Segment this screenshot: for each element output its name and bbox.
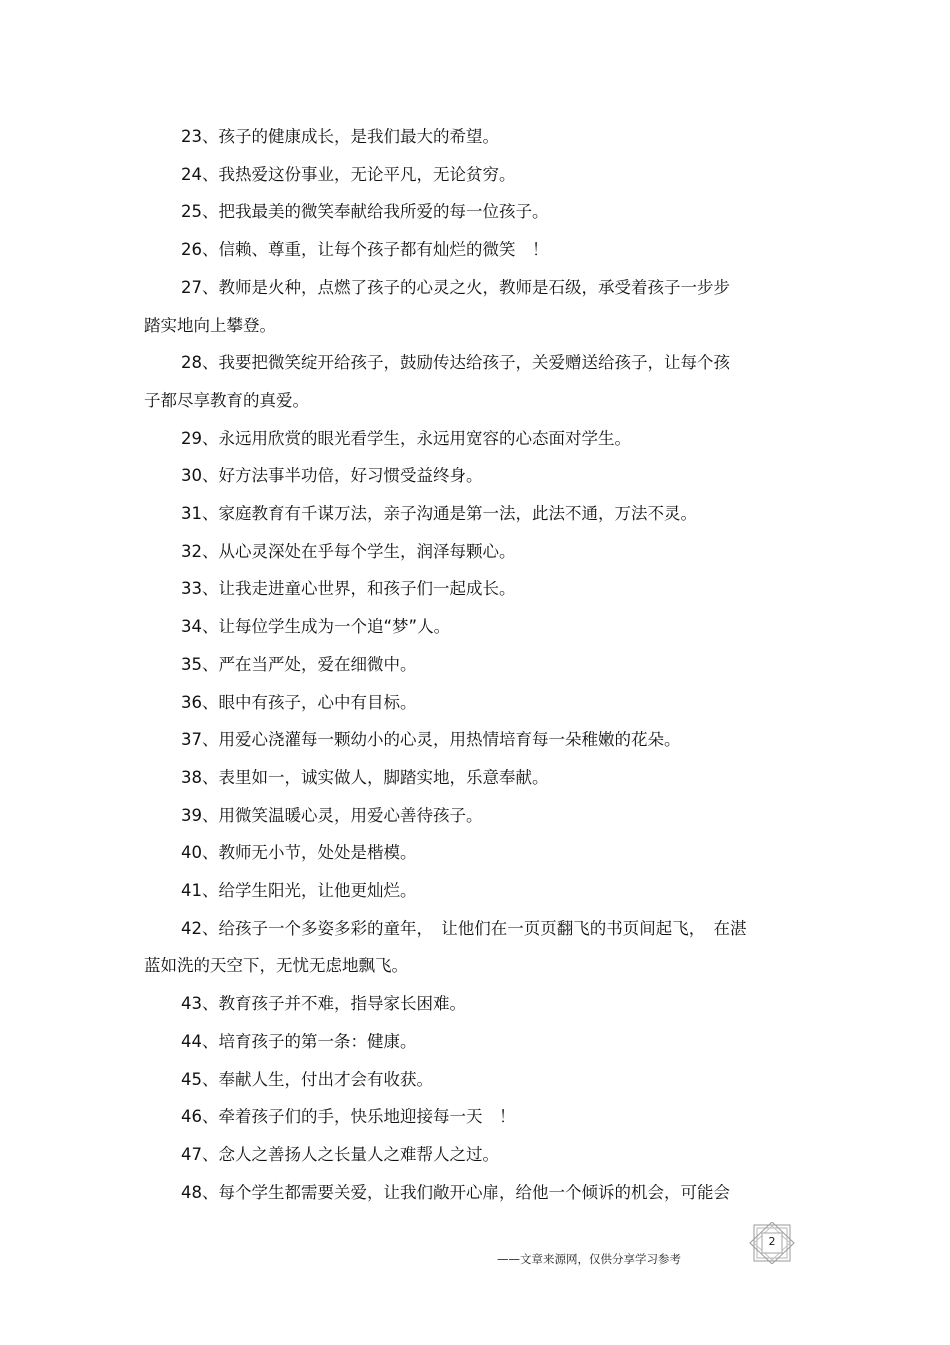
list-item bbox=[144, 1136, 824, 1174]
list-item-text: 42、给孩子一个多姿多彩的童年， 让他们在一页页翻飞的书页间起飞， 在湛 bbox=[181, 918, 747, 938]
list-item bbox=[144, 344, 824, 419]
list-item bbox=[144, 193, 824, 231]
list-item bbox=[144, 118, 824, 156]
list-item-text: 46、牵着孩子们的手，快乐地迎接每一天 ！ bbox=[181, 1107, 516, 1127]
list-item bbox=[144, 684, 824, 722]
list-item-text: 37、用爱心浇灌每一颗幼小的心灵，用热情培育每一朵稚嫩的花朵。 bbox=[181, 730, 681, 750]
list-item-text: 25、把我最美的微笑奉献给我所爱的每一位孩子。 bbox=[181, 202, 549, 222]
list-item bbox=[144, 872, 824, 910]
list-item bbox=[144, 1023, 824, 1061]
list-item-text: 34、让每位学生成为一个追“梦”人。 bbox=[181, 617, 451, 637]
list-item bbox=[144, 608, 824, 646]
list-item-text: 39、用微笑温暖心灵，用爱心善待孩子。 bbox=[181, 805, 483, 825]
list-item-text: 23、孩子的健康成长，是我们最大的希望。 bbox=[181, 127, 499, 146]
list-item bbox=[144, 420, 824, 458]
list-item bbox=[144, 533, 824, 571]
list-item bbox=[144, 834, 824, 872]
list-item bbox=[144, 1061, 824, 1099]
list-item-text: 31、家庭教育有千谋万法，亲子沟通是第一法，此法不通，万法不灵。 bbox=[181, 504, 697, 524]
list-item bbox=[144, 1174, 824, 1212]
page-number-badge bbox=[748, 1222, 796, 1264]
list-item bbox=[144, 231, 824, 269]
list-item-text: 47、念人之善扬人之长量人之难帮人之过。 bbox=[181, 1144, 499, 1164]
list-item-text: 26、信赖、尊重，让每个孩子都有灿烂的微笑 ！ bbox=[181, 240, 549, 260]
list-item-text: 27、教师是火种，点燃了孩子的心灵之火，教师是石级，承受着孩子一步步 bbox=[181, 277, 730, 297]
list-item-text: 48、每个学生都需要关爱，让我们敞开心扉，给他一个倾诉的机会，可能会 bbox=[181, 1182, 730, 1202]
document-body bbox=[144, 118, 824, 1211]
list-item-text: 30、好方法事半功倍，好习惯受益终身。 bbox=[181, 466, 483, 486]
list-item-text: 41、给学生阳光，让他更灿烂。 bbox=[181, 881, 417, 901]
list-item-continuation: 踏实地向上攀登。 bbox=[144, 315, 276, 335]
list-item-text: 29、永远用欣赏的眼光看学生，永远用宽容的心态面对学生。 bbox=[181, 428, 631, 448]
list-item bbox=[144, 797, 824, 835]
list-item-text: 43、教育孩子并不难，指导家长困难。 bbox=[181, 994, 466, 1014]
list-item-text: 38、表里如一，诚实做人，脚踏实地，乐意奉献。 bbox=[181, 767, 549, 787]
list-item-text: 35、严在当严处，爱在细微中。 bbox=[181, 654, 417, 674]
list-item-continuation: 子都尽享教育的真爱。 bbox=[144, 390, 309, 410]
list-item bbox=[144, 269, 824, 344]
list-item-text: 40、教师无小节，处处是楷模。 bbox=[181, 843, 417, 863]
list-item bbox=[144, 985, 824, 1023]
footer-source-note: ——文章来源网，仅供分享学习参考 bbox=[497, 1252, 681, 1266]
page-number: 2 bbox=[768, 1235, 776, 1248]
list-item bbox=[144, 495, 824, 533]
list-item-text: 36、眼中有孩子，心中有目标。 bbox=[181, 692, 417, 712]
list-item bbox=[144, 646, 824, 684]
list-item bbox=[144, 721, 824, 759]
list-item-text: 44、培育孩子的第一条：健康。 bbox=[181, 1031, 417, 1051]
list-item-continuation: 蓝如洗的天空下，无忧无虑地飘飞。 bbox=[144, 956, 408, 976]
list-item bbox=[144, 910, 824, 985]
list-item-text: 45、奉献人生，付出才会有收获。 bbox=[181, 1069, 433, 1089]
list-item bbox=[144, 570, 824, 608]
list-item bbox=[144, 1098, 824, 1136]
list-item bbox=[144, 759, 824, 797]
list-item bbox=[144, 156, 824, 194]
list-item bbox=[144, 457, 824, 495]
list-item-text: 24、我热爱这份事业，无论平凡，无论贫穷。 bbox=[181, 164, 516, 184]
list-item-text: 33、让我走进童心世界，和孩子们一起成长。 bbox=[181, 579, 516, 599]
list-item-text: 28、我要把微笑绽开给孩子，鼓励传达给孩子，关爱赠送给孩子，让每个孩 bbox=[181, 353, 730, 373]
list-item-text: 32、从心灵深处在乎每个学生，润泽每颗心。 bbox=[181, 541, 516, 561]
